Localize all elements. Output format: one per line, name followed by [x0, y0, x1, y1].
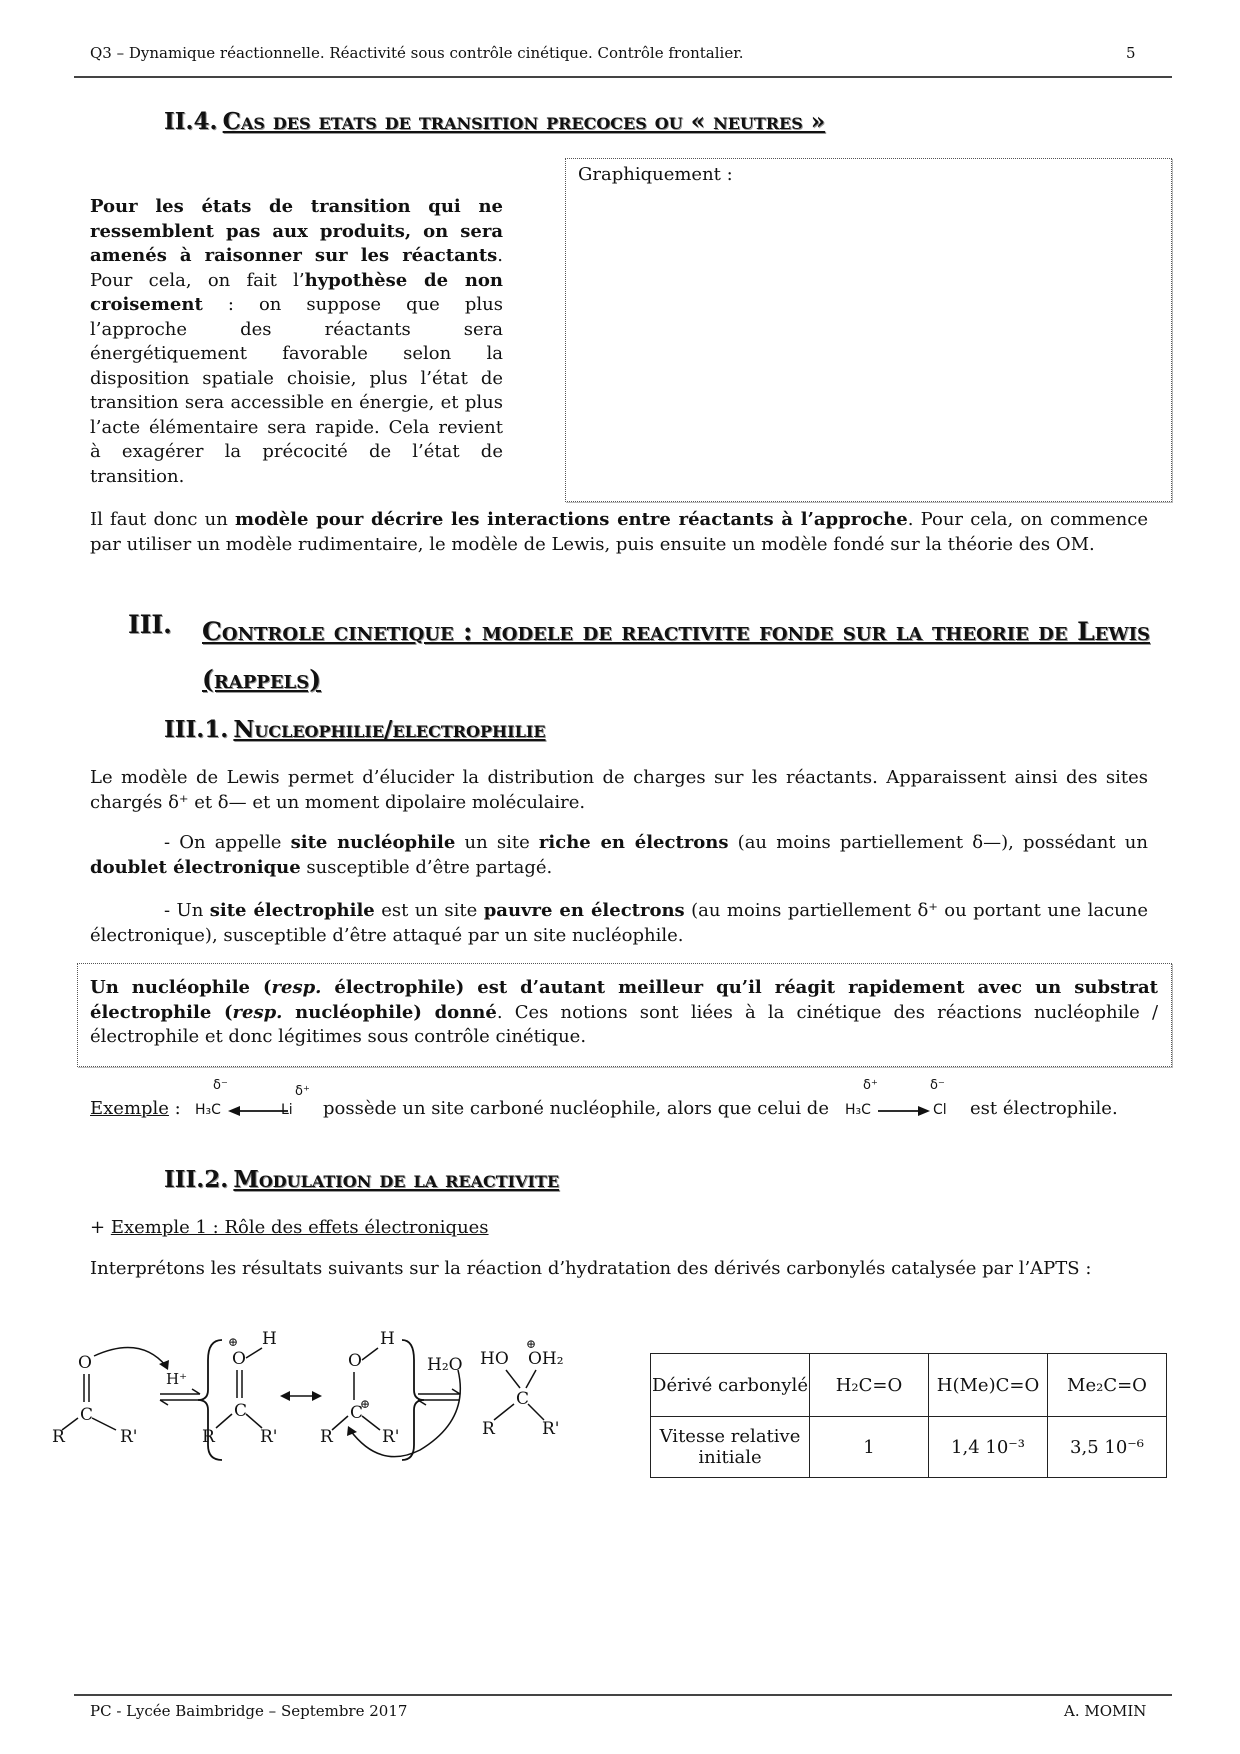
- molecule-chloromethane: δ⁺ δ⁻ H₃C Cl: [845, 1078, 947, 1118]
- graph-box-label: Graphiquement :: [578, 164, 733, 185]
- svg-text:O: O: [78, 1353, 92, 1373]
- paragraph-nucleophile-site: - On appelle site nucléophile un site riche en électrons (au moins partiellement δ—), possédant un doublet électronique susceptible d’être partagé.: [90, 832, 1148, 878]
- table-row: [651, 1417, 1167, 1478]
- svg-text:R': R': [120, 1427, 138, 1447]
- svg-text:O: O: [232, 1349, 246, 1369]
- svg-text:⊕: ⊕: [526, 1337, 537, 1351]
- svg-text:OH₂: OH₂: [528, 1349, 564, 1369]
- example-end-text: est électrophile.: [970, 1098, 1118, 1119]
- paragraph-lewis: Le modèle de Lewis permet d’élucider la distribution de charges sur les réactants. Apparaissent ainsi des sites chargés δ⁺ et δ— et un moment dipolaire moléculaire.: [90, 767, 1148, 813]
- svg-text:R: R: [52, 1427, 65, 1447]
- section-number: II.4.: [164, 108, 218, 135]
- delta-label: δ⁻: [930, 1078, 945, 1093]
- table-header-cell: Dérivé carbonylé: [651, 1354, 810, 1417]
- svg-text:R': R': [542, 1419, 560, 1439]
- paragraph-electrophile-site: - Un site électrophile est un site pauvre en électrons (au moins partiellement δ⁺ ou portant une lacune électronique), susceptible d’être attaqué par un site nucléophile.: [90, 900, 1149, 946]
- delta-label: δ⁺: [863, 1078, 878, 1093]
- example-1-label: + Exemple 1 : Rôle des effets électroniques: [90, 1217, 489, 1238]
- table-row: [651, 1354, 1167, 1417]
- svg-text:R: R: [320, 1427, 333, 1447]
- svg-text:HO: HO: [480, 1349, 509, 1369]
- example-line: Exemple :: [90, 1098, 181, 1119]
- svg-text:R': R': [260, 1427, 278, 1447]
- section-title-III: Controle cinetique : modele de reactivite fonde sur la theorie de Lewis (rappels): [202, 617, 1150, 694]
- table-header-cell: H(Me)C=O: [929, 1354, 1048, 1417]
- table-cell: 1,4 10⁻³: [929, 1417, 1048, 1478]
- molecule-methyllithium: δ⁻ δ⁺ H₃C Li: [195, 1078, 310, 1118]
- paragraph-hydration: Interprétons les résultats suivants sur la réaction d’hydratation des dérivés carbonylés catalysée par l’APTS :: [90, 1258, 1092, 1279]
- water-label: H₂O: [427, 1355, 463, 1375]
- footer-author: A. MOMIN: [1064, 1702, 1147, 1720]
- svg-text:O: O: [348, 1351, 362, 1371]
- table-cell: Vitesse relative initiale: [651, 1417, 810, 1478]
- paragraph-transition-states: Pour les états de transition qui ne ressemblent pas aux produits, on sera amenés à raisonner sur les réactants. Pour cela, on fait l’hypothèse de non croisement : on suppose que plus l’approche des réactants sera énergétiquement favorable selon la disposition spatiale choisie, plus l’état de transition sera accessible en énergie, et plus l’acte élémentaire sera rapide. Cela revient à exagérer la précocité de l’état de transition.: [90, 196, 503, 487]
- example-middle-text: possède un site carboné nucléophile, alors que celui de: [323, 1098, 829, 1119]
- svg-text:R: R: [202, 1427, 215, 1447]
- paragraph-model: Il faut donc un modèle pour décrire les interactions entre réactants à l’approche. Pour cela, on commence par utiliser un modèle rudimentaire, le modèle de Lewis, puis ensuite un modèle fondé sur la théorie des OM.: [90, 509, 1148, 555]
- svg-text:H: H: [380, 1330, 395, 1349]
- equilibrium-arrow: [160, 1389, 200, 1405]
- section-number-III: III.: [128, 610, 172, 639]
- svg-text:C: C: [80, 1405, 94, 1425]
- graph-answer-box: [565, 158, 1172, 502]
- section-heading-III2: III.2. Modulation de la reactivite: [164, 1166, 560, 1193]
- hydration-mechanism-scheme: [50, 1330, 640, 1480]
- svg-text:H⁺: H⁺: [166, 1370, 187, 1388]
- table-cell: 1: [810, 1417, 929, 1478]
- delta-label: δ⁻: [213, 1078, 228, 1093]
- oxonium-intermediate: [202, 1330, 277, 1447]
- svg-text:C: C: [350, 1403, 364, 1423]
- svg-text:H: H: [262, 1330, 277, 1349]
- section-heading-III1: III.1. Nucleophilie/electrophilie: [164, 716, 546, 743]
- section-title: Cas des etats de transition precoces ou « neutres »: [222, 108, 826, 135]
- svg-text:C: C: [516, 1389, 530, 1409]
- header-rule: [74, 76, 1172, 78]
- resonance-arrow: [280, 1391, 322, 1401]
- running-header: Q3 – Dynamique réactionnelle. Réactivité sous contrôle cinétique. Contrôle frontalier.: [90, 44, 744, 62]
- carbocation-intermediate: [320, 1330, 399, 1447]
- section-heading-II4: [164, 108, 825, 135]
- svg-text:C: C: [234, 1401, 248, 1421]
- footer-left: PC - Lycée Baimbridge – Septembre 2017: [90, 1702, 408, 1720]
- curved-arrow: [350, 1370, 460, 1457]
- hydrate-product: [480, 1337, 564, 1439]
- delta-label: δ⁺: [295, 1084, 310, 1099]
- svg-text:⊕: ⊕: [228, 1335, 239, 1349]
- equilibrium-arrow: [418, 1389, 460, 1405]
- svg-text:R: R: [482, 1419, 495, 1439]
- table-header-cell: Me₂C=O: [1048, 1354, 1167, 1417]
- carbonyl-reactant: [52, 1348, 187, 1447]
- definition-box: Un nucléophile (resp. électrophile) est d’autant meilleur qu’il réagit rapidement avec un substrat électrophile (resp. nucléophile) donné. Ces notions sont liées à la cinétique des réactions nucléophile / électrophile et donc légitimes sous contrôle cinétique.: [77, 963, 1172, 1067]
- bond-arrow: [878, 1104, 930, 1118]
- footer-rule: [74, 1694, 1172, 1696]
- relative-rates-table: [650, 1353, 1167, 1478]
- page-number: 5: [1126, 44, 1136, 62]
- svg-text:R': R': [382, 1427, 400, 1447]
- svg-text:⊕: ⊕: [360, 1397, 371, 1411]
- table-header-cell: H₂C=O: [810, 1354, 929, 1417]
- table-cell: 3,5 10⁻⁶: [1048, 1417, 1167, 1478]
